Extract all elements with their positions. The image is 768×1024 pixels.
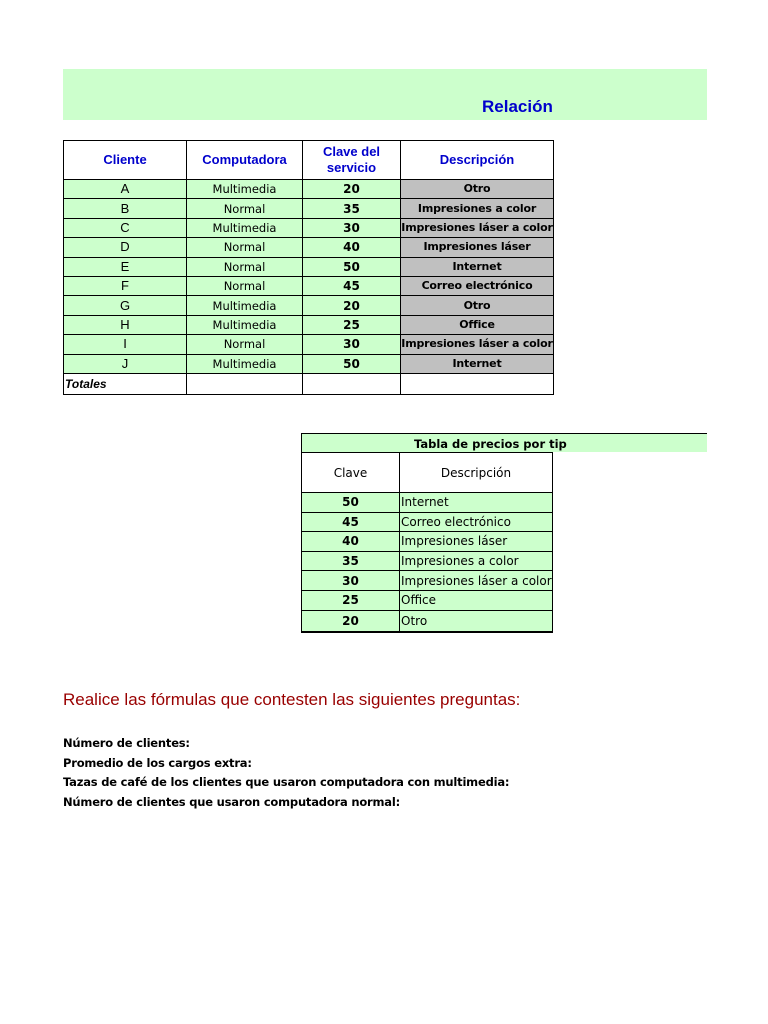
cell-descripcion[interactable]: Otro — [401, 296, 554, 315]
price-table — [301, 452, 553, 633]
table-row — [302, 571, 553, 591]
cell-computadora[interactable]: Multimedia — [187, 218, 303, 237]
cell-clave[interactable]: 25 — [303, 315, 401, 334]
cell-computadora[interactable]: Multimedia — [187, 296, 303, 315]
cell-cliente[interactable]: G — [64, 296, 187, 315]
cell-descripcion[interactable]: Otro — [401, 180, 554, 199]
header-cliente[interactable]: Cliente — [64, 141, 187, 180]
table-row — [64, 315, 554, 334]
cell-computadora[interactable]: Multimedia — [187, 315, 303, 334]
table-row — [64, 238, 554, 257]
price-header-descripcion[interactable]: Descripción — [400, 453, 553, 493]
cell-computadora[interactable]: Normal — [187, 199, 303, 218]
price-cell-descripcion[interactable]: Correo electrónico — [400, 512, 553, 532]
cell-computadora[interactable]: Normal — [187, 276, 303, 295]
question-item: Tazas de café de los clientes que usaron computadora con multimedia: — [63, 775, 510, 789]
cell-descripcion[interactable]: Correo electrónico — [401, 276, 554, 295]
table-row — [302, 512, 553, 532]
header-descripcion[interactable]: Descripción — [401, 141, 554, 180]
table-row — [64, 296, 554, 315]
table-row — [302, 610, 553, 632]
price-header-clave[interactable]: Clave — [302, 453, 400, 493]
client-table — [63, 140, 554, 395]
cell-cliente[interactable]: J — [64, 354, 187, 373]
totals-clave-cell[interactable] — [303, 373, 401, 394]
table-row — [64, 257, 554, 276]
price-cell-descripcion[interactable]: Impresiones a color — [400, 551, 553, 571]
cell-cliente[interactable]: D — [64, 238, 187, 257]
question-item: Promedio de los cargos extra: — [63, 755, 252, 770]
table-row — [64, 180, 554, 199]
table-row — [302, 532, 553, 552]
price-cell-descripcion[interactable]: Impresiones láser a color — [400, 571, 553, 591]
totals-row — [64, 373, 554, 394]
cell-computadora[interactable]: Normal — [187, 335, 303, 354]
cell-descripcion[interactable]: Internet — [401, 354, 554, 373]
cell-descripcion[interactable]: Impresiones a color — [401, 199, 554, 218]
sheet-title: Relación — [482, 97, 553, 116]
title-banner — [63, 69, 707, 120]
cell-cliente[interactable]: F — [64, 276, 187, 295]
header-clave[interactable]: Clave del servicio — [303, 141, 401, 180]
totals-label[interactable]: Totales — [64, 373, 187, 394]
cell-clave[interactable]: 30 — [303, 335, 401, 354]
cell-computadora[interactable]: Normal — [187, 238, 303, 257]
cell-clave[interactable]: 20 — [303, 296, 401, 315]
cell-clave[interactable]: 35 — [303, 199, 401, 218]
cell-computadora[interactable]: Multimedia — [187, 180, 303, 199]
cell-descripcion[interactable]: Impresiones láser a color — [401, 218, 554, 237]
cell-clave[interactable]: 20 — [303, 180, 401, 199]
cell-clave[interactable]: 50 — [303, 257, 401, 276]
table-row — [302, 590, 553, 610]
cell-cliente[interactable]: A — [64, 180, 187, 199]
table-row — [64, 335, 554, 354]
cell-descripcion[interactable]: Impresiones láser — [401, 238, 554, 257]
cell-clave[interactable]: 50 — [303, 354, 401, 373]
cell-cliente[interactable]: B — [64, 199, 187, 218]
price-cell-clave[interactable]: 25 — [302, 590, 400, 610]
table-row — [302, 493, 553, 513]
cell-clave[interactable]: 30 — [303, 218, 401, 237]
cell-descripcion[interactable]: Impresiones láser a color — [401, 335, 554, 354]
table-row — [64, 199, 554, 218]
price-cell-clave[interactable]: 20 — [302, 610, 400, 632]
table-row — [64, 354, 554, 373]
price-cell-clave[interactable]: 40 — [302, 532, 400, 552]
totals-descripcion-cell[interactable] — [401, 373, 554, 394]
header-computadora[interactable]: Computadora — [187, 141, 303, 180]
price-cell-clave[interactable]: 50 — [302, 493, 400, 513]
cell-descripcion[interactable]: Office — [401, 315, 554, 334]
price-cell-descripcion[interactable]: Otro — [400, 610, 553, 632]
cell-computadora[interactable]: Multimedia — [187, 354, 303, 373]
price-cell-clave[interactable]: 35 — [302, 551, 400, 571]
cell-cliente[interactable]: E — [64, 257, 187, 276]
price-cell-descripcion[interactable]: Internet — [400, 493, 553, 513]
cell-clave[interactable]: 45 — [303, 276, 401, 295]
question-item: Número de clientes que usaron computadora normal: — [63, 794, 401, 809]
price-table-title: Tabla de precios por tip — [414, 437, 567, 451]
cell-descripcion[interactable]: Internet — [401, 257, 554, 276]
price-cell-clave[interactable]: 45 — [302, 512, 400, 532]
cell-clave[interactable]: 40 — [303, 238, 401, 257]
instructions-text: Realice las fórmulas que contesten las siguientes preguntas: — [63, 690, 521, 709]
price-cell-clave[interactable]: 30 — [302, 571, 400, 591]
table-row — [302, 551, 553, 571]
cell-cliente[interactable]: H — [64, 315, 187, 334]
totals-computadora-cell[interactable] — [187, 373, 303, 394]
question-item: Número de clientes: — [63, 736, 190, 750]
table-row — [64, 218, 554, 237]
table-row — [64, 276, 554, 295]
price-cell-descripcion[interactable]: Impresiones láser — [400, 532, 553, 552]
price-cell-descripcion[interactable]: Office — [400, 590, 553, 610]
question-list — [63, 734, 509, 812]
cell-computadora[interactable]: Normal — [187, 257, 303, 276]
cell-cliente[interactable]: I — [64, 335, 187, 354]
cell-cliente[interactable]: C — [64, 218, 187, 237]
